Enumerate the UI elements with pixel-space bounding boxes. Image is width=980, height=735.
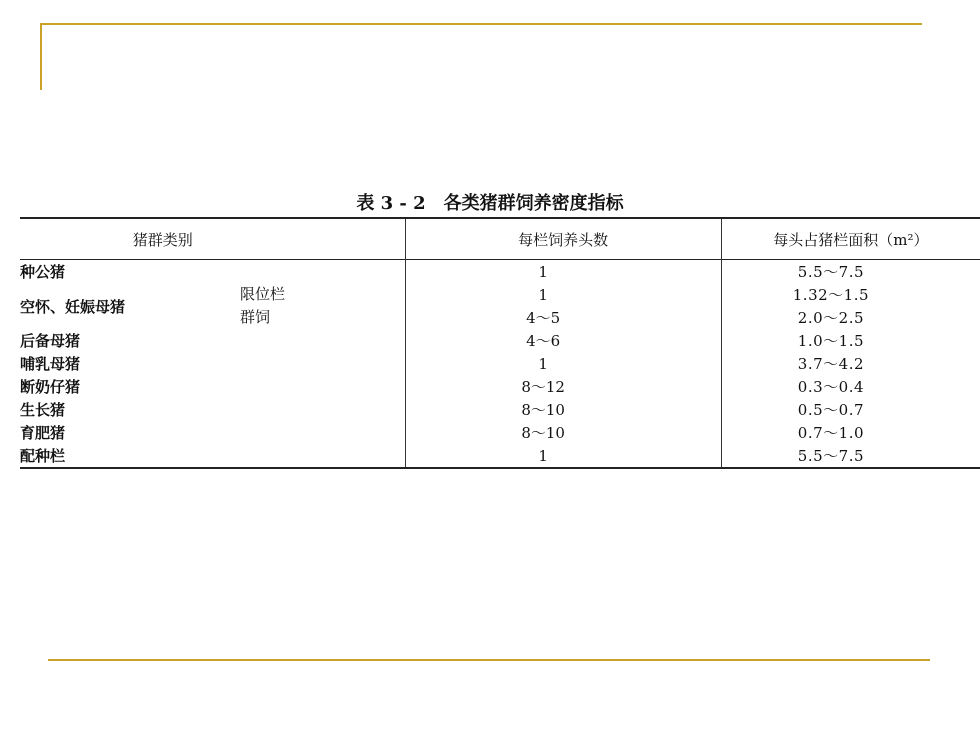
table-row — [20, 260, 980, 284]
table-header-row — [20, 218, 980, 260]
table-row — [20, 421, 980, 444]
cell-category: 后备母猪 — [20, 332, 81, 350]
cell-head-count: 8～10 — [405, 421, 721, 444]
table-row — [20, 398, 980, 421]
cell-category: 生长猪 — [20, 401, 66, 419]
cell-head-count: 1 — [405, 283, 721, 306]
decorative-top-line — [40, 23, 922, 25]
table-row — [20, 375, 980, 398]
cell-area: 1.32～1.5 — [721, 283, 980, 306]
cell-head-count: 8～10 — [405, 398, 721, 421]
table-caption: 表 3 - 2 各类猪群饲养密度指标 — [356, 193, 624, 214]
cell-category: 哺乳母猪 — [20, 355, 81, 373]
cell-category-group — [20, 283, 405, 329]
cell-category: 育肥猪 — [20, 424, 66, 442]
decorative-left-line — [40, 23, 42, 90]
header-area: 每头占猪栏面积（m²） — [721, 218, 980, 260]
cell-head-count: 1 — [405, 444, 721, 468]
cell-area: 5.5～7.5 — [721, 444, 980, 468]
cell-head-count: 4～6 — [405, 329, 721, 352]
cell-area: 1.0～1.5 — [721, 329, 980, 352]
cell-head-count: 1 — [405, 260, 721, 284]
cell-category: 空怀、妊娠母猪 — [20, 297, 126, 316]
table-row — [20, 283, 980, 306]
cell-head-count: 8～12 — [405, 375, 721, 398]
header-category: 猪群类别 — [132, 230, 193, 249]
cell-area: 0.5～0.7 — [721, 398, 980, 421]
cell-subcategory: 群饲 — [240, 308, 271, 326]
cell-category: 配种栏 — [20, 444, 405, 468]
cell-area: 0.3～0.4 — [721, 375, 980, 398]
cell-head-count: 4～5 — [405, 306, 721, 329]
table-row — [20, 352, 980, 375]
density-table — [20, 217, 980, 469]
cell-area: 5.5～7.5 — [721, 260, 980, 284]
cell-category: 种公猪 — [20, 263, 66, 281]
table-row — [20, 329, 980, 352]
header-head-count: 每栏饲养头数 — [405, 218, 721, 260]
decorative-bottom-line — [48, 659, 930, 661]
cell-area: 0.7～1.0 — [721, 421, 980, 444]
cell-area: 3.7～4.2 — [721, 352, 980, 375]
cell-category: 断奶仔猪 — [20, 378, 81, 396]
cell-subcategory: 限位栏 — [240, 285, 286, 303]
cell-head-count: 1 — [405, 352, 721, 375]
table-row — [20, 444, 980, 468]
cell-area: 2.0～2.5 — [721, 306, 980, 329]
